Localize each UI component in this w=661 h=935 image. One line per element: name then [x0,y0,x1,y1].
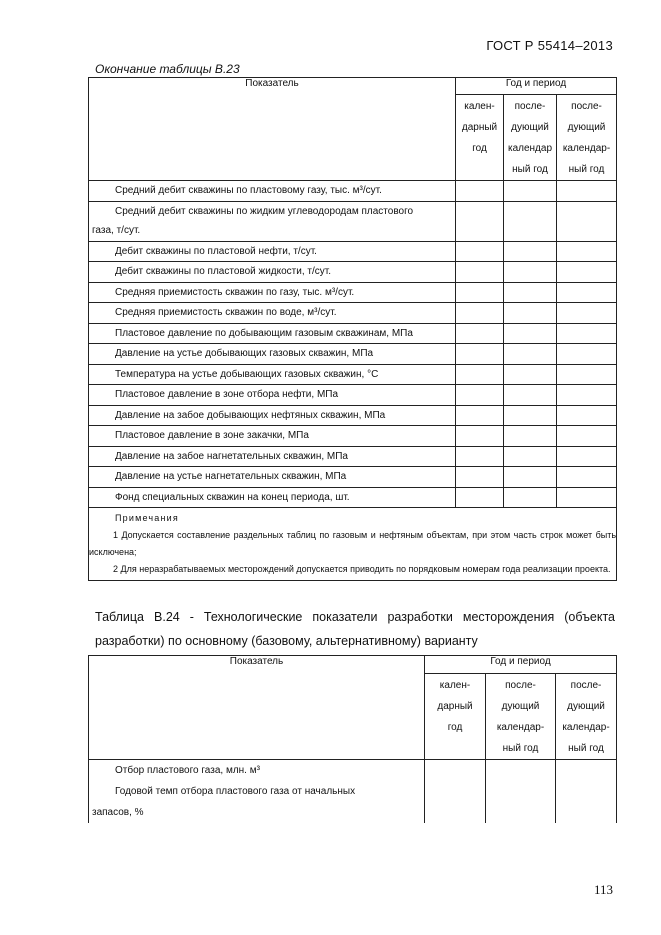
table-row: Давление на устье нагнетательных скважин, МПа [89,467,617,488]
table-row: Пластовое давление в зоне отбора нефти, МПа [89,385,617,406]
table-b23 [88,77,617,581]
table-row: Средняя приемистость скважин по воде, м³/сут. [89,303,617,324]
col-header-calendar-year: кален- дарный год [425,674,486,760]
table-b24 [88,655,617,823]
table-row: Отбор пластового газа, млн. м³ Годовой темп отбора пластового газа от начальных запасов, % [89,760,617,824]
table-row: Давление на забое нагнетательных скважин, МПа [89,446,617,467]
col-header-indicator: Показатель [89,656,425,760]
col-header-next-year-1: после- дующий календар- ный год [486,674,556,760]
note-2: 2 Для неразрабатываемых месторождений допускается приводить по порядковым номерам года реализации проекта. [113,564,611,574]
table-b24-caption: Таблица В.24 - Технологические показатели разработки месторождения (объекта разработки) по основному (базовому, альтернативному) варианту [95,610,615,648]
note-1: 1 Допускается составление раздельных таблиц по газовым и нефтяным объектам, при этом часть строк может быть исключена; [89,530,617,557]
table-notes [89,508,617,581]
table-row: Средний дебит скважины по жидким углеводородам пластового газа, т/сут. [89,201,617,241]
col-header-period: Год и период [425,656,617,674]
standard-header: ГОСТ Р 55414–2013 [486,38,613,53]
table-row: Средняя приемистость скважин по газу, тыс. м³/сут. [89,282,617,303]
table-row: Давление на забое добывающих нефтяных скважин, МПа [89,405,617,426]
table-row: Фонд специальных скважин на конец периода, шт. [89,487,617,508]
table-continuation-title: Окончание таблицы В.23 [95,62,240,76]
table-row: Дебит скважины по пластовой жидкости, т/сут. [89,262,617,283]
table-row: Средний дебит скважины по пластовому газу, тыс. м³/сут. [89,181,617,202]
col-header-indicator: Показатель [89,78,456,181]
col-header-next-year-1: после- дующий календар ный год [504,95,557,181]
col-header-next-year-2: после- дующий календар- ный год [557,95,617,181]
col-header-period: Год и период [456,78,617,95]
page-number: 113 [594,882,614,897]
notes-heading: Примечания [115,513,179,523]
col-header-next-year-2: после- дующий календар- ный год [556,674,617,760]
col-header-calendar-year: кален- дарный год [456,95,504,181]
table-row: Давление на устье добывающих газовых скважин, МПа [89,344,617,365]
table-row: Температура на устье добывающих газовых скважин, °С [89,364,617,385]
table-row: Пластовое давление в зоне закачки, МПа [89,426,617,447]
table-row: Дебит скважины по пластовой нефти, т/сут. [89,241,617,262]
table-row: Пластовое давление по добывающим газовым скважинам, МПа [89,323,617,344]
